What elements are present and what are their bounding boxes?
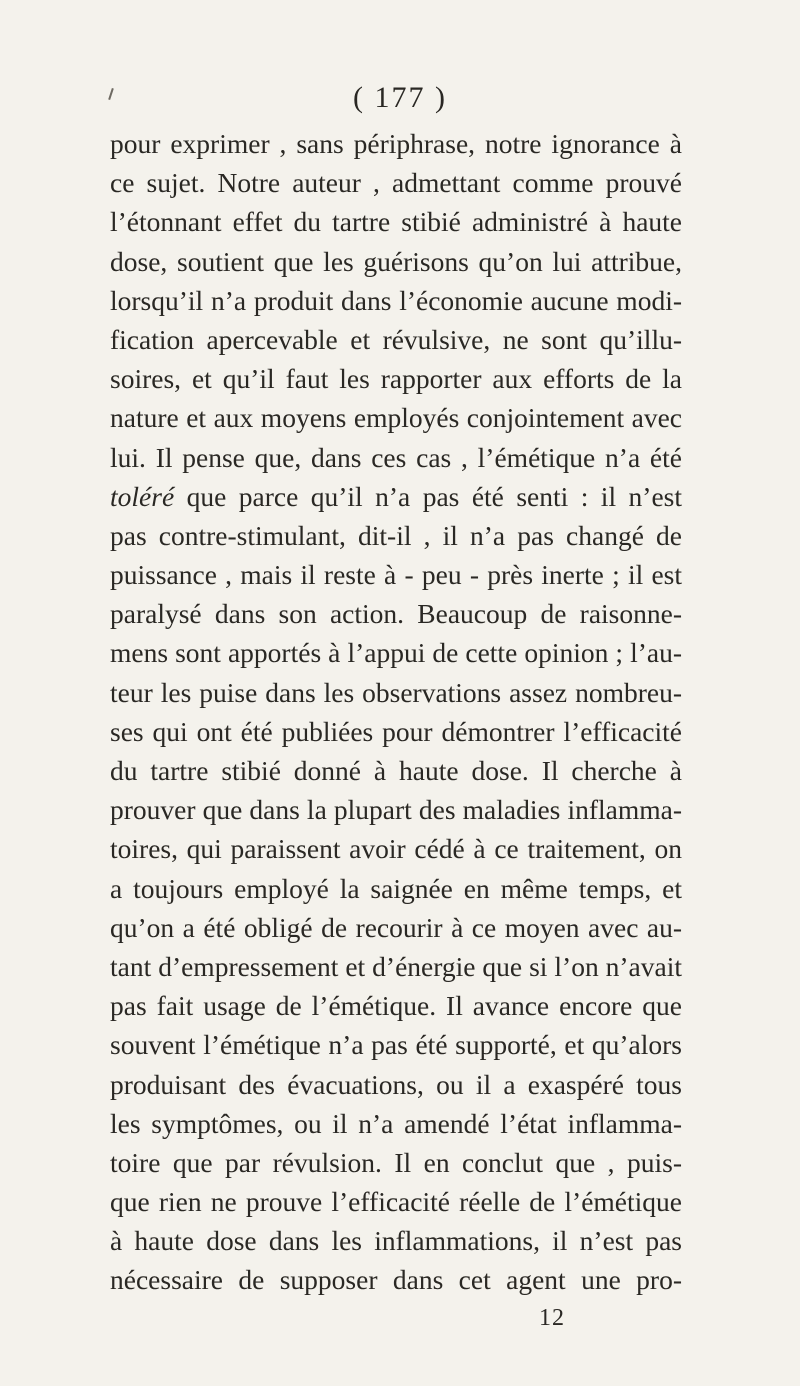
text-line: ses qui ont été publiées pour démontrer l’efficacité: [110, 715, 682, 747]
text-line: pas fait usage de l’émétique. Il avance encore que: [110, 990, 682, 1022]
body-text: [110, 124, 682, 1300]
text-line: mens sont apportés à l’appui de cette opinion ; l’au-: [110, 637, 682, 669]
text-line: produisant des évacuations, ou il a exaspéré tous: [110, 1068, 682, 1100]
text-line: lui. Il pense que, dans ces cas , l’émétique n’a été: [110, 441, 682, 473]
text-line: soires, et qu’il faut les rapporter aux efforts de la: [110, 363, 682, 395]
text-line: qu’on a été obligé de recourir à ce moyen avec au-: [110, 911, 682, 943]
text-line: nature et aux moyens employés conjointement avec: [110, 402, 682, 434]
text-line-with-italic: [110, 477, 682, 516]
text-line: prouver que dans la plupart des maladies inflamma-: [110, 794, 682, 826]
text-line: paralysé dans son action. Beaucoup de raisonne-: [110, 598, 682, 630]
text-line: que rien ne prouve l’efficacité réelle de l’émétique: [110, 1186, 682, 1218]
text-line: l’étonnant effet du tartre stibié administré à haute: [110, 206, 682, 238]
text-line: pas contre-stimulant, dit-il , il n’a pas changé de: [110, 519, 682, 551]
text-line: tant d’empressement et d’énergie que si l’on n’avait: [110, 950, 682, 982]
text-line: souvent l’émétique n’a pas été supporté, et qu’alors: [110, 1029, 682, 1061]
text-line: pour exprimer , sans périphrase, notre ignorance à: [110, 128, 682, 159]
text-line: à haute dose dans les inflammations, il n’est pas: [110, 1225, 682, 1257]
text-line: toires, qui paraissent avoir cédé à ce traitement, on: [110, 833, 682, 865]
page-number: ( 177 ): [353, 81, 447, 114]
text-line: toire que par révulsion. Il en conclut que , puis-: [110, 1146, 682, 1178]
text-line: teur les puise dans les observations assez nombreu-: [110, 676, 682, 708]
text-line-rest: que parce qu’il n’a pas été senti : il n’est: [174, 480, 682, 512]
italic-word: toléré: [110, 480, 175, 512]
text-line: a toujours employé la saignée en même temps, et: [110, 872, 682, 904]
text-line: ce sujet. Notre auteur , admettant comme prouvé: [110, 167, 682, 199]
text-line: fication apercevable et révulsive, ne sont qu’illu-: [110, 323, 682, 355]
text-line: nécessaire de supposer dans cet agent une pro-: [110, 1264, 682, 1296]
text-line: puissance , mais il reste à - peu - près inerte ; il est: [110, 559, 682, 591]
text-line: dose, soutient que les guérisons qu’on lui attribue,: [110, 245, 682, 277]
text-line: lorsqu’il n’a produit dans l’économie aucune modi-: [110, 284, 682, 316]
text-line: les symptômes, ou il n’a amendé l’état inflamma-: [110, 1107, 682, 1139]
signature-mark: 12: [539, 1305, 565, 1331]
text-line: du tartre stibié donné à haute dose. Il cherche à: [110, 755, 682, 786]
